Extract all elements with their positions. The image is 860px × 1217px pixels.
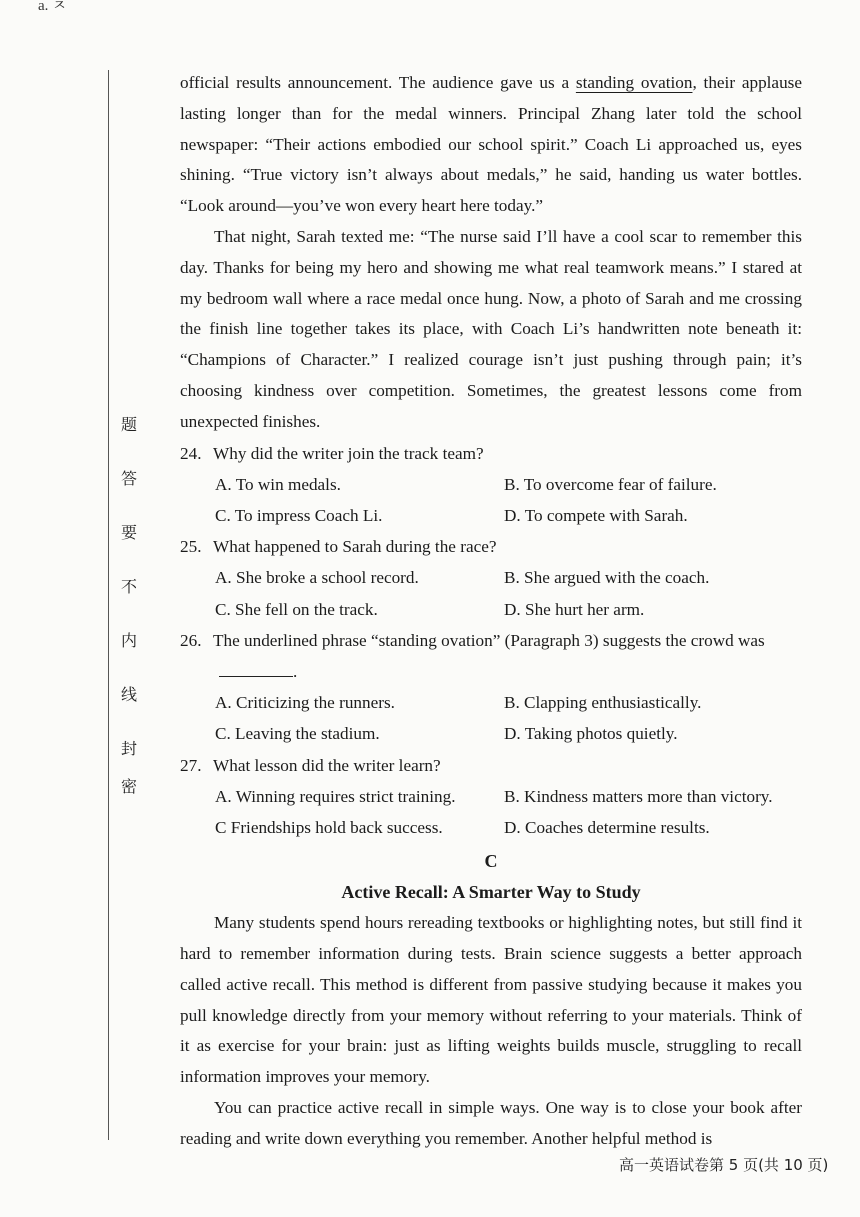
paragraph-text: , their applause lasting longer than for the medal winners. Principal Zhang later told the school newspaper: “Their actions embodied our school spirit.” Coach Li approached us, eyes shining. “True victory isn’t always about medals,” he said, handing us water bottles. “Look around—you’ve won every heart here today.” bbox=[180, 73, 802, 216]
option-d[interactable]: D. Taking photos quietly. bbox=[504, 724, 678, 744]
option-a[interactable]: A. She broke a school record. bbox=[215, 568, 419, 588]
binding-char: 答 bbox=[120, 471, 137, 488]
binding-line bbox=[108, 70, 109, 1140]
passage-b-paragraph bbox=[180, 68, 802, 222]
underlined-phrase: standing ovation bbox=[575, 73, 693, 92]
option-c[interactable]: C. To impress Coach Li. bbox=[215, 505, 383, 525]
question-stem-end: . bbox=[293, 661, 298, 681]
option-c[interactable]: C. She fell on the track. bbox=[215, 599, 378, 619]
option-b[interactable]: B. She argued with the coach. bbox=[504, 568, 710, 588]
option-c[interactable]: C Friendships hold back success. bbox=[215, 818, 443, 837]
question bbox=[180, 750, 802, 844]
passage-b-paragraph: That night, Sarah texted me: “The nurse said I’ll have a cool scar to remember this day. Thanks for being my hero and showing me what real teamwork means.” I stared at my bedroom wall where a race medal once hung. Now, a photo of Sarah and me crossing the finish line together takes its place, with Coach Li’s handwritten note beneath it: “Champions of Character.” I realized courage isn’t just pushing through pain; it’s choosing kindness over competition. Sometimes, the greatest lessons come from unexpected finishes. bbox=[180, 226, 802, 431]
option-c[interactable]: C. Leaving the stadium. bbox=[215, 724, 380, 744]
question-stem: What happened to Sarah during the race? bbox=[213, 537, 497, 557]
corner-mark: a. ㅈ bbox=[38, 0, 67, 14]
question bbox=[180, 625, 802, 750]
question bbox=[180, 531, 802, 625]
question-number: 26. bbox=[180, 630, 202, 650]
section-title: Active Recall: A Smarter Way to Study bbox=[341, 882, 641, 903]
question-number: 25. bbox=[180, 537, 202, 557]
option-a[interactable]: A. To win medals. bbox=[215, 474, 341, 494]
option-a[interactable]: A. Criticizing the runners. bbox=[215, 693, 395, 713]
option-d[interactable]: D. To compete with Sarah. bbox=[504, 505, 688, 525]
question-stem bbox=[213, 625, 802, 687]
binding-char: 要 bbox=[120, 525, 137, 542]
question-stem: What lesson did the writer learn? bbox=[213, 755, 441, 775]
exam-content bbox=[180, 68, 802, 1155]
binding-char: 不 bbox=[120, 579, 137, 596]
paragraph-text: official results announcement. The audience gave us a bbox=[180, 73, 576, 92]
question-stem-text: The underlined phrase “standing ovation” (Paragraph 3) suggests the crowd was bbox=[213, 630, 765, 650]
option-b[interactable]: B. Clapping enthusiastically. bbox=[504, 693, 702, 713]
binding-char: 线 bbox=[120, 687, 137, 704]
passage-c-paragraph: Many students spend hours rereading textbooks or highlighting notes, but still find it hard to remember information during tests. Brain science suggests a better approach called active recall. This method is different from passive studying because it makes you pull knowledge directly from your memory without referring to your materials. Think of it as exercise for your brain: just as lifting weights builds muscle, struggling to recall information improves your memory. bbox=[180, 913, 802, 1087]
option-a[interactable]: A. Winning requires strict training. bbox=[215, 786, 456, 806]
binding-char: 密 bbox=[120, 779, 137, 796]
answer-blank bbox=[219, 660, 293, 677]
option-d[interactable]: D. She hurt her arm. bbox=[504, 599, 645, 619]
question-stem: Why did the writer join the track team? bbox=[213, 443, 484, 463]
option-b[interactable]: B. Kindness matters more than victory. bbox=[504, 786, 773, 806]
binding-char: 封 bbox=[120, 741, 137, 758]
question-number: 27. bbox=[180, 755, 202, 775]
binding-char: 题 bbox=[120, 417, 137, 434]
question bbox=[180, 438, 802, 532]
section-letter: C bbox=[484, 851, 498, 872]
question-number: 24. bbox=[180, 443, 202, 463]
option-d[interactable]: D. Coaches determine results. bbox=[504, 818, 710, 837]
binding-warning bbox=[116, 412, 142, 812]
passage-c-paragraph: You can practice active recall in simple ways. One way is to close your book after reading and write down everything you remember. Another helpful method is bbox=[180, 1097, 802, 1148]
binding-char: 内 bbox=[120, 633, 137, 650]
option-b[interactable]: B. To overcome fear of failure. bbox=[504, 474, 717, 494]
page-footer: 高一英语试卷第 5 页(共 10 页) bbox=[619, 1156, 829, 1174]
